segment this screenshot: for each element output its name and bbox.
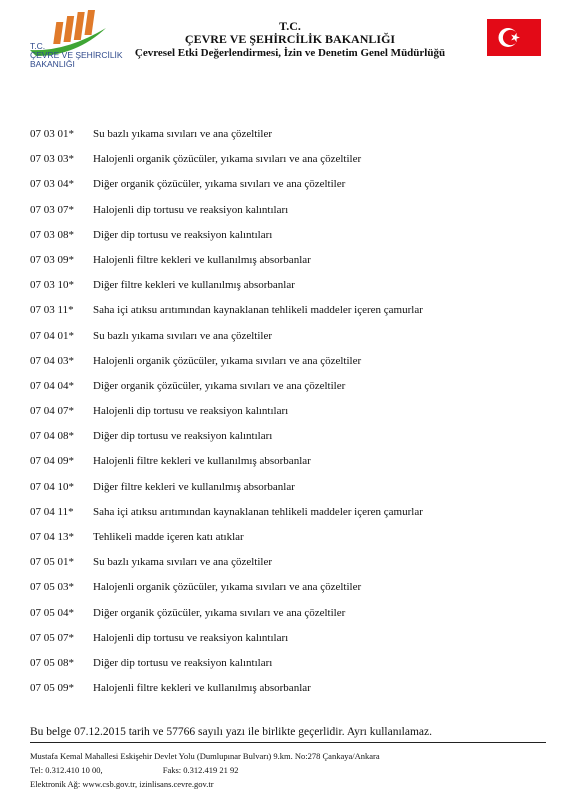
- waste-code: 07 05 01*: [30, 556, 74, 569]
- list-item: [30, 531, 550, 556]
- list-item: [30, 204, 550, 229]
- list-item: [30, 304, 550, 329]
- waste-description: Halojenli filtre kekleri ve kullanılmış absorbanlar: [93, 455, 311, 468]
- list-item: [30, 581, 550, 606]
- waste-description: Su bazlı yıkama sıvıları ve ana çözeltiler: [93, 128, 272, 140]
- header-tc: T.C.: [279, 19, 301, 33]
- waste-description: Diğer organik çözücüler, yıkama sıvıları ve ana çözeltiler: [93, 379, 346, 392]
- waste-code: 07 05 04*: [30, 606, 74, 619]
- list-item: [30, 430, 550, 455]
- waste-description: Halojenli organik çözücüler, yıkama sıvıları ve ana çözeltiler: [93, 581, 362, 594]
- waste-code: 07 05 09*: [30, 682, 74, 695]
- list-item: [30, 254, 550, 279]
- waste-code-list: [30, 128, 550, 707]
- waste-description: Halojenli filtre kekleri ve kullanılmış absorbanlar: [93, 682, 311, 695]
- logo-caption-line: BAKANLIĞI: [30, 59, 75, 69]
- waste-code: 07 04 08*: [30, 430, 74, 443]
- list-item: [30, 481, 550, 506]
- footer: [30, 749, 380, 791]
- waste-code: 07 04 07*: [30, 405, 74, 418]
- list-item: [30, 455, 550, 480]
- list-item: [30, 128, 550, 153]
- list-item: [30, 178, 550, 203]
- list-item: [30, 405, 550, 430]
- waste-code: 07 04 09*: [30, 455, 74, 468]
- waste-code: 07 05 07*: [30, 631, 74, 644]
- list-item: [30, 380, 550, 405]
- waste-code: 07 03 10*: [30, 279, 74, 292]
- header-directorate: Çevresel Etki Değerlendirmesi, İzin ve Denetim Genel Müdürlüğü: [134, 47, 446, 59]
- waste-code: 07 04 13*: [30, 531, 74, 543]
- footer-web: Elektronik Ağ: www.csb.gov.tr, izinlisans.cevre.gov.tr: [30, 779, 214, 789]
- list-item: [30, 682, 550, 707]
- turkish-flag-icon: [487, 19, 541, 56]
- footer-tel: Tel: 0.312.410 10 00,: [30, 765, 103, 775]
- list-item: [30, 229, 550, 254]
- waste-code: 07 03 01*: [30, 128, 74, 140]
- waste-description: Halojenli dip tortusu ve reaksiyon kalıntıları: [93, 405, 289, 418]
- waste-description: Su bazlı yıkama sıvıları ve ana çözeltiler: [93, 556, 272, 569]
- document-header: [0, 0, 564, 90]
- footer-contact: [30, 763, 380, 777]
- footer-fax: Faks: 0.312.419 21 92: [162, 765, 239, 775]
- validity-note: Bu belge 07.12.2015 tarih ve 57766 sayılı yazı ile birlikte geçerlidir. Ayrı kullanılamaz.: [30, 726, 432, 738]
- waste-code: 07 03 08*: [30, 228, 74, 241]
- waste-description: Su bazlı yıkama sıvıları ve ana çözeltiler: [93, 329, 272, 342]
- waste-description: Saha içi atıksu arıtımından kaynaklanan tehlikeli maddeler içeren çamurlar: [93, 304, 423, 317]
- header-titles: [100, 20, 480, 60]
- waste-description: Diğer filtre kekleri ve kullanılmış absorbanlar: [93, 480, 295, 493]
- waste-code: 07 05 03*: [30, 581, 74, 594]
- waste-code: 07 04 10*: [30, 480, 74, 493]
- waste-description: Saha içi atıksu arıtımından kaynaklanan tehlikeli maddeler içeren çamurlar: [93, 505, 423, 518]
- list-item: [30, 279, 550, 304]
- logo-caption-line: T.C.: [30, 41, 46, 51]
- footer-address: Mustafa Kemal Mahallesi Eskişehir Devlet Yolu (Dumlupınar Bulvarı) 9.km. No:278 Çankaya/Ankara: [30, 751, 380, 761]
- waste-code: 07 03 07*: [30, 203, 74, 216]
- list-item: [30, 657, 550, 682]
- waste-code: 07 04 03*: [30, 354, 74, 367]
- waste-code: 07 04 01*: [30, 329, 74, 342]
- list-item: [30, 506, 550, 531]
- list-item: [30, 556, 550, 581]
- waste-description: Halojenli dip tortusu ve reaksiyon kalıntıları: [93, 203, 289, 216]
- waste-description: Diğer organik çözücüler, yıkama sıvıları ve ana çözeltiler: [93, 178, 346, 191]
- footer-divider: [30, 742, 546, 743]
- waste-description: Diğer dip tortusu ve reaksiyon kalıntıları: [93, 228, 273, 241]
- waste-code: 07 03 04*: [30, 178, 74, 191]
- list-item: [30, 153, 550, 178]
- waste-description: Halojenli filtre kekleri ve kullanılmış absorbanlar: [93, 253, 311, 266]
- waste-description: Halojenli organik çözücüler, yıkama sıvıları ve ana çözeltiler: [93, 354, 362, 367]
- waste-code: 07 03 03*: [30, 153, 74, 166]
- list-item: [30, 330, 550, 355]
- waste-description: Diğer dip tortusu ve reaksiyon kalıntıları: [93, 656, 273, 669]
- waste-code: 07 05 08*: [30, 656, 74, 669]
- waste-code: 07 03 11*: [30, 304, 74, 317]
- list-item: [30, 607, 550, 632]
- waste-code: 07 04 04*: [30, 379, 74, 392]
- logo-caption-line: ÇEVRE VE ŞEHİRCİLİK: [30, 50, 123, 60]
- waste-description: Diğer dip tortusu ve reaksiyon kalıntıları: [93, 430, 273, 443]
- list-item: [30, 632, 550, 657]
- waste-description: Diğer filtre kekleri ve kullanılmış absorbanlar: [93, 279, 295, 292]
- waste-description: Tehlikeli madde içeren katı atıklar: [93, 531, 244, 543]
- waste-code: 07 03 09*: [30, 253, 74, 266]
- waste-description: Diğer organik çözücüler, yıkama sıvıları ve ana çözeltiler: [93, 606, 346, 619]
- header-ministry: ÇEVRE VE ŞEHİRCİLİK BAKANLIĞI: [184, 32, 396, 46]
- list-item: [30, 355, 550, 380]
- waste-description: Halojenli dip tortusu ve reaksiyon kalıntıları: [93, 631, 289, 644]
- waste-description: Halojenli organik çözücüler, yıkama sıvıları ve ana çözeltiler: [93, 153, 362, 166]
- waste-code: 07 04 11*: [30, 505, 74, 518]
